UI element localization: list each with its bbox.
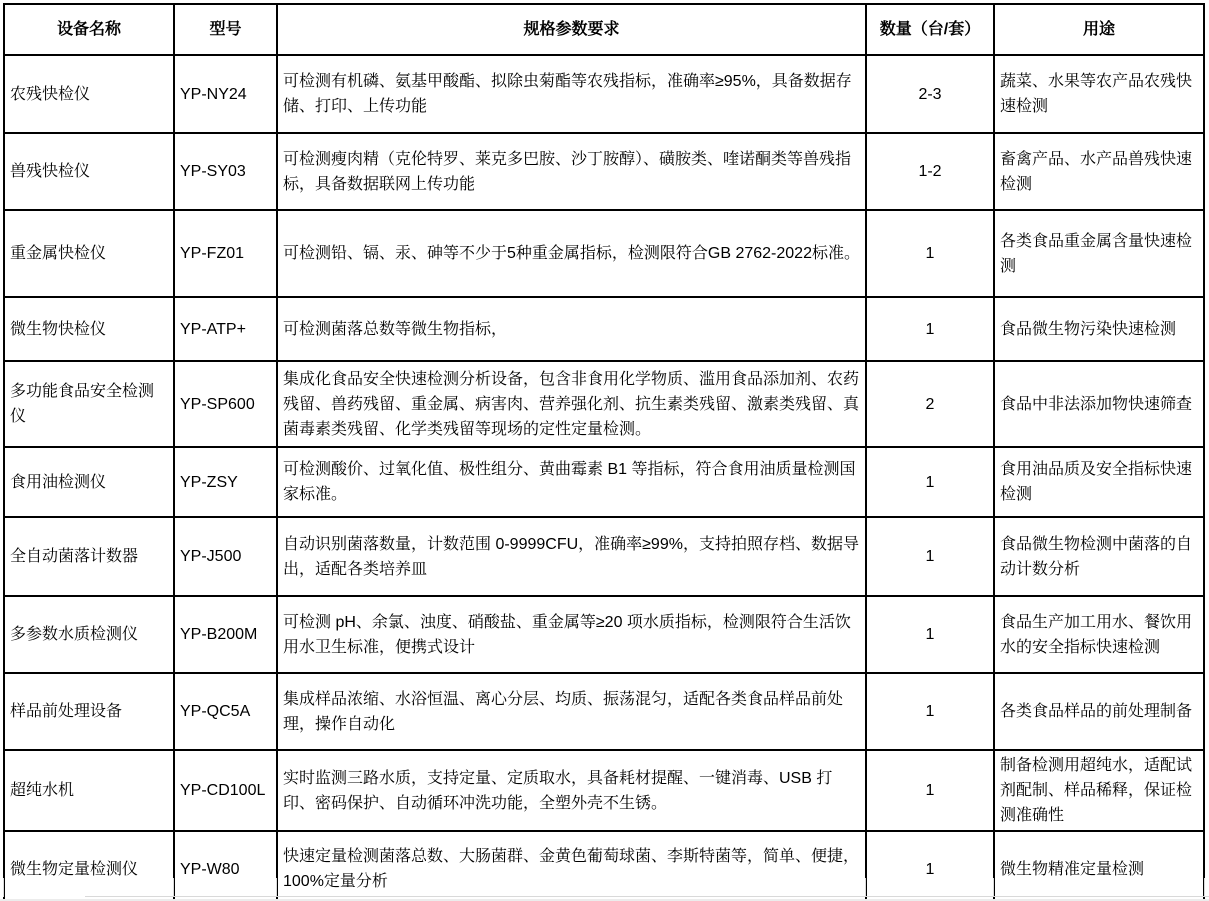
table-row: [4, 55, 1204, 133]
quantity-cell: 1: [866, 447, 994, 517]
table-row: [4, 210, 1204, 297]
use-cell: 蔬菜、水果等农产品农残快速检测: [994, 55, 1204, 133]
device-name-cell: 微生物快检仪: [4, 297, 174, 361]
spec-cell: 实时监测三路水质，支持定量、定质取水，具备耗材提醒、一键消毒、USB 打印、密码保护、自动循环冲洗功能，全塑外壳不生锈。: [277, 750, 866, 831]
quantity-cell: 1: [866, 831, 994, 901]
spec-cell: 可检测铅、镉、汞、砷等不少于5种重金属指标，检测限符合GB 2762-2022标准。: [277, 210, 866, 297]
quantity-cell: 2-3: [866, 55, 994, 133]
table-row: [4, 750, 1204, 831]
table-row: [4, 133, 1204, 210]
spec-cell: 可检测有机磷、氨基甲酸酯、拟除虫菊酯等农残指标，准确率≥95%，具备数据存储、打印、上传功能: [277, 55, 866, 133]
model-cell: YP-FZ01: [174, 210, 277, 297]
spec-cell: 可检测瘦肉精（克伦特罗、莱克多巴胺、沙丁胺醇）、磺胺类、喹诺酮类等兽残指标，具备数据联网上传功能: [277, 133, 866, 210]
quantity-cell: 2: [866, 361, 994, 447]
gridline-vertical: [3, 878, 4, 897]
model-cell: YP-NY24: [174, 55, 277, 133]
device-name-cell: 多功能食品安全检测仪: [4, 361, 174, 447]
use-cell: 食品中非法添加物快速筛查: [994, 361, 1204, 447]
model-cell: YP-CD100L: [174, 750, 277, 831]
model-cell: YP-B200M: [174, 596, 277, 673]
use-cell: 食用油品质及安全指标快速检测: [994, 447, 1204, 517]
table-row: [4, 361, 1204, 447]
gridline-vertical: [173, 878, 174, 897]
model-cell: YP-W80: [174, 831, 277, 901]
use-cell: 各类食品样品的前处理制备: [994, 673, 1204, 750]
device-name-cell: 全自动菌落计数器: [4, 517, 174, 596]
column-header: 数量（台/套）: [866, 4, 994, 55]
device-name-cell: 微生物定量检测仪: [4, 831, 174, 901]
device-name-cell: 农残快检仪: [4, 55, 174, 133]
spec-cell: 快速定量检测菌落总数、大肠菌群、金黄色葡萄球菌、李斯特菌等，简单、便捷，100%定量分析: [277, 831, 866, 901]
use-cell: 各类食品重金属含量快速检测: [994, 210, 1204, 297]
gridline-vertical: [993, 878, 994, 897]
equipment-spec-table: [3, 3, 1205, 901]
use-cell: 食品微生物检测中菌落的自动计数分析: [994, 517, 1204, 596]
table-row: [4, 517, 1204, 596]
device-name-cell: 多参数水质检测仪: [4, 596, 174, 673]
use-cell: 食品微生物污染快速检测: [994, 297, 1204, 361]
model-cell: YP-ZSY: [174, 447, 277, 517]
gridline-horizontal: [85, 896, 1209, 897]
spec-cell: 可检测 pH、余氯、浊度、硝酸盐、重金属等≥20 项水质指标，检测限符合生活饮用水卫生标准，便携式设计: [277, 596, 866, 673]
device-name-cell: 样品前处理设备: [4, 673, 174, 750]
model-cell: YP-J500: [174, 517, 277, 596]
device-name-cell: 超纯水机: [4, 750, 174, 831]
gridline-vertical: [276, 878, 277, 897]
table-row: [4, 831, 1204, 901]
quantity-cell: 1-2: [866, 133, 994, 210]
spec-cell: 可检测酸价、过氧化值、极性组分、黄曲霉素 B1 等指标，符合食用油质量检测国家标准。: [277, 447, 866, 517]
spec-cell: 可检测菌落总数等微生物指标，: [277, 297, 866, 361]
device-name-cell: 食用油检测仪: [4, 447, 174, 517]
model-cell: YP-SP600: [174, 361, 277, 447]
gridline-vertical: [865, 878, 866, 897]
table-row: [4, 297, 1204, 361]
model-cell: YP-SY03: [174, 133, 277, 210]
quantity-cell: 1: [866, 750, 994, 831]
model-cell: YP-QC5A: [174, 673, 277, 750]
quantity-cell: 1: [866, 673, 994, 750]
device-name-cell: 重金属快检仪: [4, 210, 174, 297]
column-header: 型号: [174, 4, 277, 55]
quantity-cell: 1: [866, 297, 994, 361]
use-cell: 微生物精准定量检测: [994, 831, 1204, 901]
use-cell: 制备检测用超纯水，适配试剂配制、样品稀释，保证检测准确性: [994, 750, 1204, 831]
quantity-cell: 1: [866, 210, 994, 297]
gridline-vertical: [1204, 878, 1205, 897]
spec-cell: 集成样品浓缩、水浴恒温、离心分层、均质、振荡混匀，适配各类食品样品前处理，操作自动化: [277, 673, 866, 750]
table-row: [4, 673, 1204, 750]
table-row: [4, 447, 1204, 517]
use-cell: 食品生产加工用水、餐饮用水的安全指标快速检测: [994, 596, 1204, 673]
header-row: [4, 4, 1204, 55]
quantity-cell: 1: [866, 596, 994, 673]
device-name-cell: 兽残快检仪: [4, 133, 174, 210]
quantity-cell: 1: [866, 517, 994, 596]
spec-cell: 集成化食品安全快速检测分析设备，包含非食用化学物质、滥用食品添加剂、农药残留、兽药残留、重金属、病害肉、营养强化剂、抗生素类残留、激素类残留、真菌毒素类残留、化学类残留等现场的定性定量检测。: [277, 361, 866, 447]
column-header: 设备名称: [4, 4, 174, 55]
column-header: 用途: [994, 4, 1204, 55]
model-cell: YP-ATP+: [174, 297, 277, 361]
use-cell: 畜禽产品、水产品兽残快速检测: [994, 133, 1204, 210]
spec-cell: 自动识别菌落数量，计数范围 0-9999CFU，准确率≥99%，支持拍照存档、数据导出，适配各类培养皿: [277, 517, 866, 596]
table-row: [4, 596, 1204, 673]
column-header: 规格参数要求: [277, 4, 866, 55]
